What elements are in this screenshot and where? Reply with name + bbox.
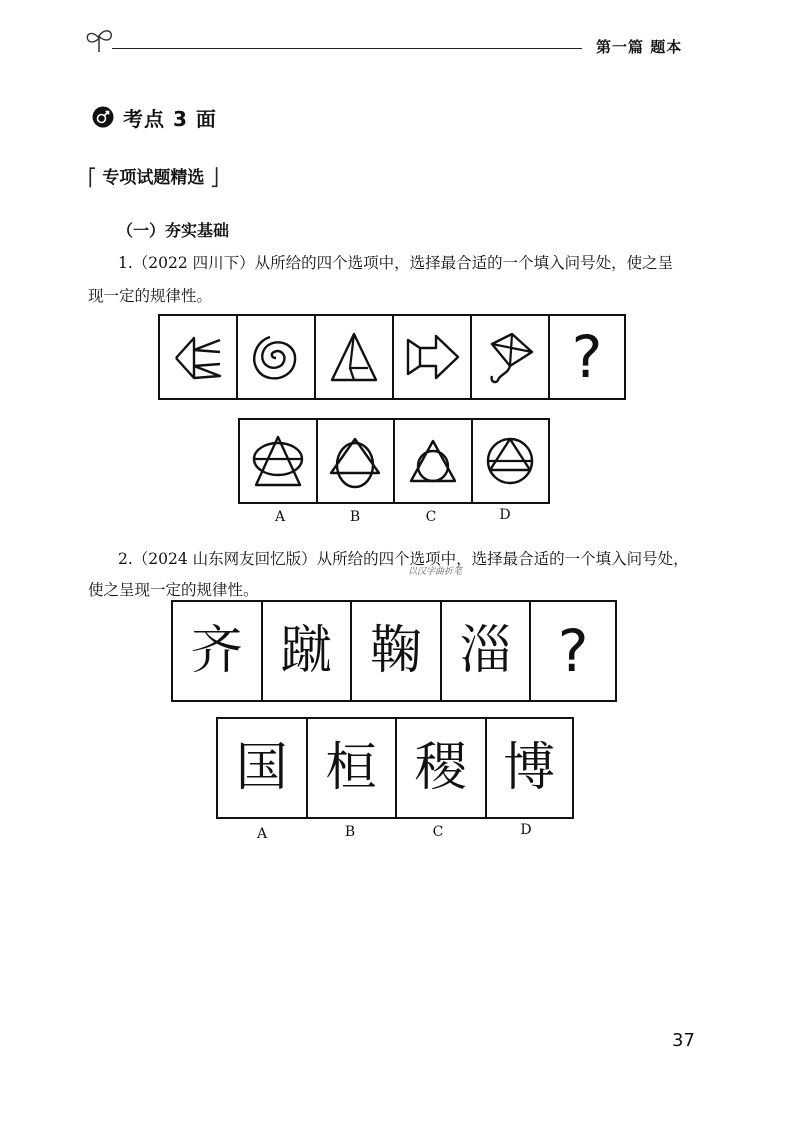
q1-stem-strip xyxy=(158,314,626,400)
q2-option-c: 稷 xyxy=(397,719,487,817)
q2-options-strip xyxy=(216,717,574,819)
header-title: 第一篇 题本 xyxy=(596,38,683,56)
q1-stem-figure-2 xyxy=(238,316,316,398)
section-title: 考点 3 面 xyxy=(123,107,217,131)
circle-triangle-figure xyxy=(323,429,387,493)
q2-stem-char-4: 淄 xyxy=(442,602,532,700)
subsection-close-bracket: ⎦ xyxy=(210,168,219,188)
header-rule xyxy=(112,48,582,49)
part-title: （一）夯实基础 xyxy=(117,221,230,240)
q2-handwritten-note: 以汉字曲折笔 xyxy=(408,567,463,577)
q2-stem-char-1: 齐 xyxy=(173,602,263,700)
q1-option-label-d: D xyxy=(499,507,511,523)
q2-option-label-b: B xyxy=(344,824,356,840)
q2-stem-char-2: 蹴 xyxy=(263,602,353,700)
q1-question-mark: ? xyxy=(571,323,603,391)
subsection-title xyxy=(88,163,219,188)
q2-option-label-a: A xyxy=(256,826,268,842)
arrow-lines-figure xyxy=(168,326,228,388)
q1-option-b xyxy=(318,420,396,502)
q1-option-a xyxy=(240,420,318,502)
q1-option-c xyxy=(395,420,473,502)
triangle-circle-figure xyxy=(401,429,465,493)
q1-stem-figure-1 xyxy=(160,316,238,398)
q2-stem-char-3: 鞠 xyxy=(352,602,442,700)
q2-option-a: 国 xyxy=(218,719,308,817)
circle-inscribed-triangle-figure xyxy=(478,429,542,493)
sprout-icon xyxy=(82,26,116,54)
q2-question-mark: ? xyxy=(557,617,589,685)
q1-option-label-c: C xyxy=(425,509,437,525)
q2-text-line1: 2.（2024 山东网友回忆版）从所给的四个选项中，选择最合适的一个填入问号处， xyxy=(118,550,689,568)
q1-stem-figure-4 xyxy=(394,316,472,398)
spiral-figure xyxy=(246,326,306,388)
q2-option-label-c: C xyxy=(432,824,444,840)
ellipse-triangle-figure xyxy=(246,429,310,493)
page-number: 37 xyxy=(672,1030,695,1051)
q2-option-b: 桓 xyxy=(308,719,398,817)
q1-text-line1: 1.（2022 四川下）从所给的四个选项中，选择最合适的一个填入问号处，使之呈 xyxy=(118,254,674,272)
section-badge-icon xyxy=(92,106,114,128)
nested-triangle-figure xyxy=(324,326,384,388)
q1-stem-figure-3 xyxy=(316,316,394,398)
q1-options-strip xyxy=(238,418,550,504)
q2-option-label-d: D xyxy=(520,822,532,838)
q1-option-label-a: A xyxy=(274,509,286,525)
kite-figure xyxy=(480,326,540,388)
q1-stem-figure-5 xyxy=(472,316,550,398)
q2-text-line2: 使之呈现一定的规律性。 xyxy=(88,581,259,599)
square-arrow-figure xyxy=(402,326,462,388)
q2-option-d: 博 xyxy=(503,738,556,798)
q1-option-label-b: B xyxy=(349,509,361,525)
q1-text-line2: 现一定的规律性。 xyxy=(88,287,213,305)
subsection-label: 专项试题精选 xyxy=(102,168,205,188)
q1-option-d xyxy=(473,420,549,502)
q2-stem-strip xyxy=(171,600,617,702)
subsection-open-bracket: ⎡ xyxy=(88,168,97,188)
